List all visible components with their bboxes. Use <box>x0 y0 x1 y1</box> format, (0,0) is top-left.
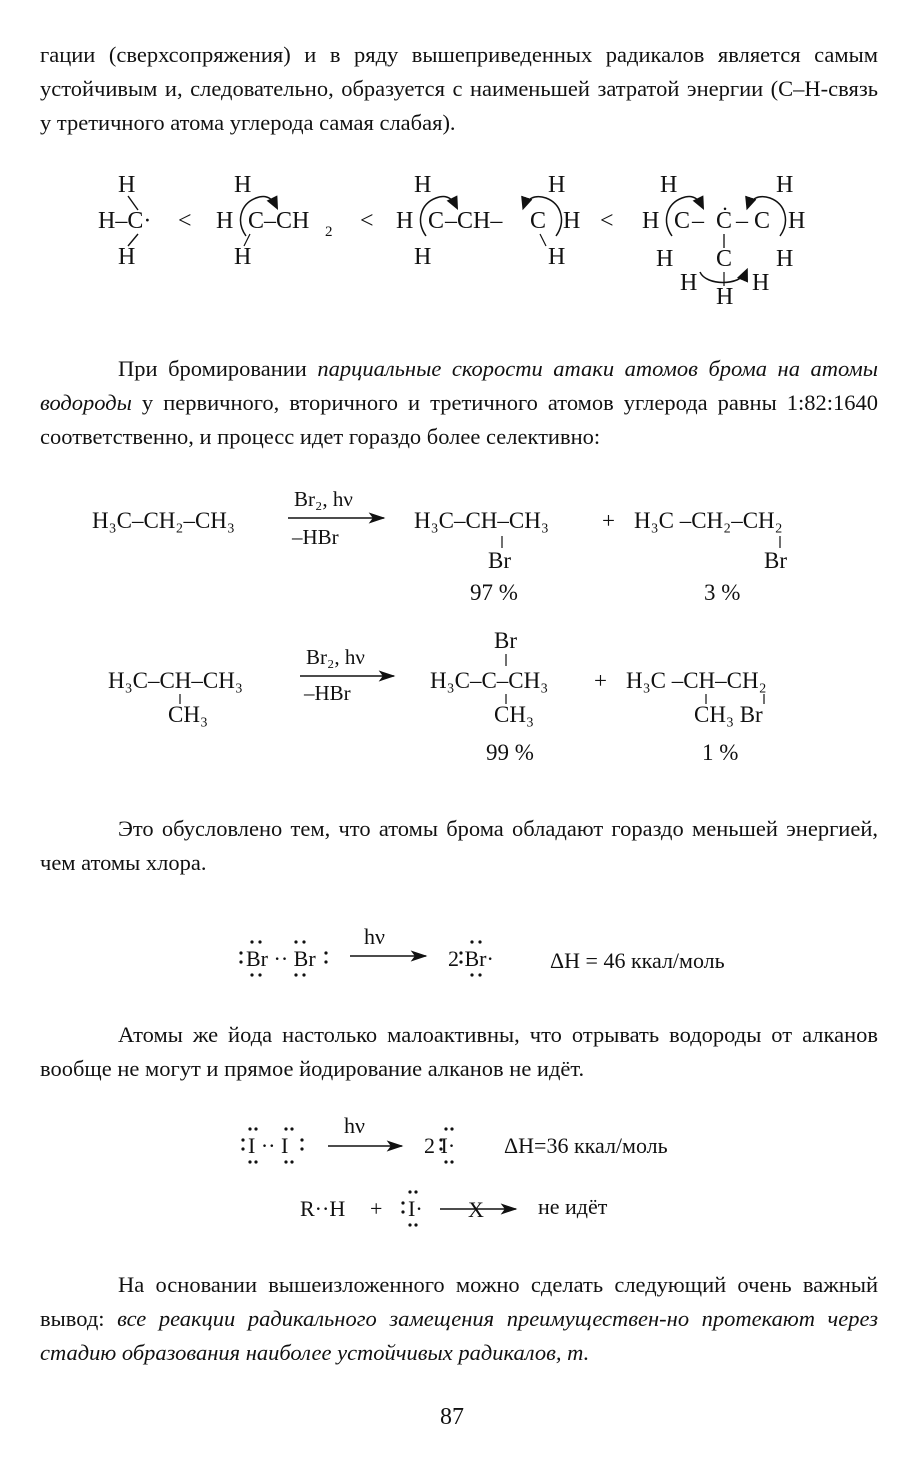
methyl-radical <box>98 172 151 270</box>
paragraph-hyperconjugation: гации (сверхсопряжения) и в ряду вышеприведенных радикалов является самым устойчивым и, следовательно, образуется с наименьшей затратой энергии (С–Н-связь у третичного атома углерода самая слабая). <box>40 42 878 135</box>
paragraph-iodine: Атомы же йода настолько малоактивны, что отрывать водороды от алканов вообще не могут и прямое йодирование алканов не идёт. <box>40 1022 878 1081</box>
plus-3: + <box>370 1196 383 1221</box>
tb-c-right: C <box>754 208 771 234</box>
yield-99: 99 % <box>486 740 534 765</box>
product-isobutyl-bromide: H₃C –CH–CH₂ <box>626 668 767 693</box>
br-light: hν <box>364 924 385 949</box>
isopropyl-c-right: C <box>530 208 547 234</box>
product3-br: Br <box>494 628 517 653</box>
isopropyl-h-top-left: H <box>414 172 432 198</box>
tb-h-b1: H <box>680 270 698 296</box>
methyl-h-bottom: H <box>118 244 136 270</box>
p2-start: При бромировании <box>118 356 318 381</box>
tb-dash-2: – <box>736 208 748 234</box>
isopropyl-h-bottom-right: H <box>548 244 566 270</box>
less-than-2: < <box>360 208 374 234</box>
i-enthalpy: ΔH=36 ккал/моль <box>504 1133 668 1158</box>
reagent-bottom-2: –HBr <box>304 681 351 705</box>
tb-h-top-left: H <box>660 172 678 198</box>
br-enthalpy: ΔH = 46 ккал/моль <box>550 948 725 973</box>
tb-h-right: H <box>788 208 806 234</box>
p2-italic: парциальные скорости атаки атомов брома на атомы водороды <box>40 356 878 415</box>
tb-h-left: H <box>642 208 660 234</box>
tb-c-left: C <box>674 208 691 234</box>
isobutane-reactant: H₃C–CH–CH₃ <box>108 668 243 693</box>
blocked-x: X <box>468 1197 484 1222</box>
ethyl-ch2: –CH <box>264 208 310 234</box>
bromine-dissociation <box>239 924 724 977</box>
iodine-no-reaction <box>300 1190 608 1226</box>
i-radicals: 2 I· <box>424 1133 456 1158</box>
yield-97: 97 % <box>470 580 518 605</box>
radical-stability-series <box>98 172 805 310</box>
methyl-hc: H–C· <box>98 208 152 234</box>
isopropyl-h-top-right: H <box>548 172 566 198</box>
paragraph-bromination <box>40 352 878 454</box>
tb-dash-1: – <box>692 208 704 234</box>
isopropyl-h-bottom-left: H <box>414 244 432 270</box>
ethyl-c: C <box>248 208 265 234</box>
isopropyl-h-right: H <box>563 208 581 234</box>
tb-h-b3: H <box>716 284 734 310</box>
isopropyl-h-left: H <box>396 208 414 234</box>
yield-3: 3 % <box>704 580 741 605</box>
br2-molecule: Br ·· Br <box>246 946 316 971</box>
tb-c-bottom: C <box>716 246 733 272</box>
isopropyl-c-left: C <box>428 208 445 234</box>
ethyl-h-bottom: H <box>234 244 252 270</box>
product-1-bromopropane: H₃C –CH₂–CH₂ <box>634 508 783 533</box>
methyl-h-top: H <box>118 172 136 198</box>
product4-ch3-br: CH₃ Br <box>694 702 763 727</box>
product1-br: Br <box>488 548 511 573</box>
tertbutyl-radical <box>642 172 805 310</box>
ethyl-radical <box>216 172 333 270</box>
iodine-radical: I· <box>408 1196 423 1221</box>
p5-start: На основании вышеизложенного можно сделать следующий очень важный вывод: <box>40 1272 878 1331</box>
product-tert-butyl-bromide: H₃C–C–CH₃ <box>430 668 549 693</box>
less-than-1: < <box>178 208 192 234</box>
tb-h-b2: H <box>752 270 770 296</box>
propane-reactant: H₃C–CH₂–CH₃ <box>92 508 235 533</box>
no-reaction: не идёт <box>538 1194 608 1219</box>
p2-end: у первичного, вторичного и третичного атомов углерода равны 1:82:1640 соответственно, и процесс идет гораздо более селективно: <box>40 390 878 449</box>
ethyl-h-left: H <box>216 208 234 234</box>
product3-ch3: CH₃ <box>494 702 534 727</box>
reagent-bottom-1: –HBr <box>292 525 339 549</box>
i2-molecule: I ·· I <box>248 1133 289 1158</box>
paragraph-bromine-energy: Это обусловлено тем, что атомы брома обладают гораздо меньшей энергией, чем атомы хлора. <box>40 816 878 875</box>
product2-br: Br <box>764 548 787 573</box>
iodine-dissociation <box>241 1113 667 1164</box>
tb-h-bl: H <box>656 246 674 272</box>
propane-bromination <box>92 487 787 605</box>
isobutane-ch3: CH₃ <box>168 702 208 727</box>
isobutane-bromination <box>108 628 767 765</box>
ethyl-sub2: 2 <box>325 224 333 240</box>
tb-h-top-right: H <box>776 172 794 198</box>
i-light: hν <box>344 1113 365 1138</box>
paragraph-conclusion <box>40 1268 878 1370</box>
isopropyl-radical <box>396 172 580 270</box>
tb-h-br: H <box>776 246 794 272</box>
product-2-bromopropane: H₃C–CH–CH₃ <box>414 508 549 533</box>
tb-c-center: Ċ <box>716 208 733 234</box>
br-radicals: 2 Br· <box>448 946 494 971</box>
yield-1: 1 % <box>702 740 739 765</box>
page-number: 87 <box>440 1404 464 1430</box>
less-than-3: < <box>600 208 614 234</box>
plus-1: + <box>602 508 615 533</box>
reagent-top-1: Br₂, hν <box>294 487 353 511</box>
reagent-top-2: Br₂, hν <box>306 645 365 669</box>
rh: R··H <box>300 1196 346 1221</box>
p5-italic: все реакции радикального замещения преимуществен-но протекают через стадию образования наиболее устойчивых радикалов, т. <box>40 1306 878 1365</box>
plus-2: + <box>594 668 607 693</box>
isopropyl-middle: –CH– <box>445 208 503 234</box>
ethyl-h-top: H <box>234 172 252 198</box>
